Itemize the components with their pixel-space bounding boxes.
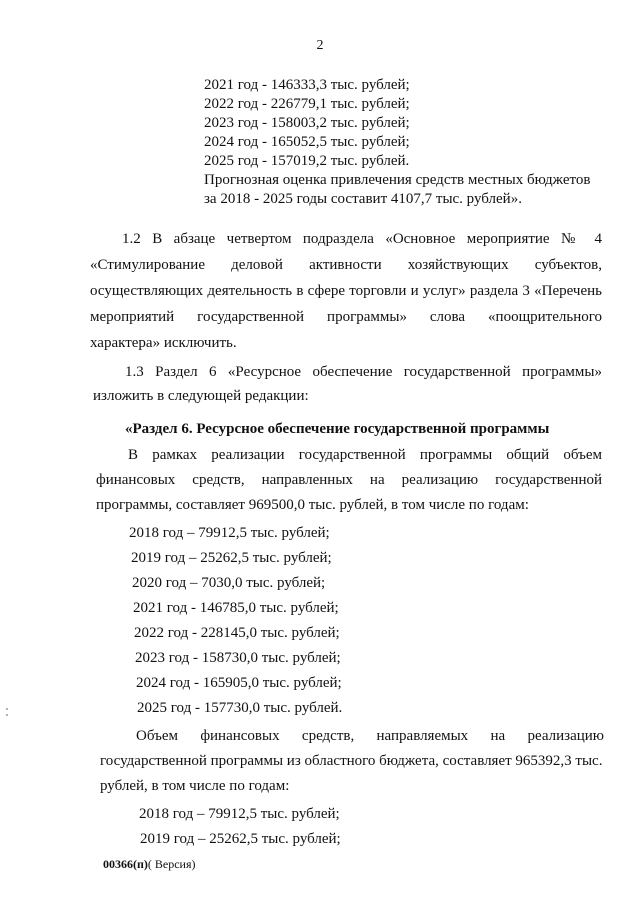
- footer-version: [103, 857, 196, 872]
- top-list-item: 2022 год - 226779,1 тыс. рублей;: [204, 96, 410, 112]
- scan-dot: [6, 708, 8, 710]
- scan-dot: [6, 714, 8, 716]
- paragraph-1-3-line: изложить в следующей редакции:: [93, 388, 309, 404]
- total-year-item: 2022 год - 228145,0 тыс. рублей;: [134, 625, 340, 641]
- top-list-item: 2023 год - 158003,2 тыс. рублей;: [204, 115, 410, 131]
- paragraph-1-2-line: характера» исключить.: [90, 335, 237, 351]
- regional-year-item: 2019 год – 25262,5 тыс. рублей;: [140, 831, 341, 847]
- page-number: 2: [316, 38, 324, 53]
- forecast-text: за 2018 - 2025 годы составит 4107,7 тыс. рублей».: [204, 191, 522, 207]
- regional-year-item: 2018 год – 79912,5 тыс. рублей;: [139, 806, 340, 822]
- regional-funding-line: рублей, в том числе по годам:: [100, 778, 290, 794]
- total-year-item: 2021 год - 146785,0 тыс. рублей;: [133, 600, 339, 616]
- paragraph-1-2-line: 1.2 В абзаце четвертом подраздела «Основное мероприятие № 4: [122, 231, 602, 247]
- paragraph-1-2-line: мероприятий государственной программы» слова «поощрительного: [90, 309, 602, 325]
- total-year-item: 2018 год – 79912,5 тыс. рублей;: [129, 525, 330, 541]
- regional-funding-line: Объем финансовых средств, направляемых на реализацию: [136, 728, 604, 744]
- paragraph-1-3-line: 1.3 Раздел 6 «Ресурсное обеспечение государственной программы»: [125, 364, 602, 380]
- total-funding-line: программы, составляет 969500,0 тыс. рублей, в том числе по годам:: [96, 497, 529, 513]
- top-list-item: 2024 год - 165052,5 тыс. рублей;: [204, 134, 410, 150]
- footer-version-label: ( Версия): [147, 857, 196, 871]
- top-list-item: 2021 год - 146333,3 тыс. рублей;: [204, 77, 410, 93]
- total-year-item: 2023 год - 158730,0 тыс. рублей;: [135, 650, 341, 666]
- forecast-text: Прогнозная оценка привлечения средств местных бюджетов: [204, 172, 591, 188]
- total-funding-line: В рамках реализации государственной программы общий объем: [128, 447, 602, 463]
- footer-code: 00366(п): [103, 857, 148, 871]
- total-year-item: 2025 год - 157730,0 тыс. рублей.: [137, 700, 343, 716]
- total-year-item: 2019 год – 25262,5 тыс. рублей;: [131, 550, 332, 566]
- section-heading: «Раздел 6. Ресурсное обеспечение государственной программы: [125, 421, 550, 437]
- top-list-item: 2025 год - 157019,2 тыс. рублей.: [204, 153, 410, 169]
- total-funding-line: финансовых средств, направленных на реализацию государственной: [96, 472, 602, 488]
- total-year-item: 2024 год - 165905,0 тыс. рублей;: [136, 675, 342, 691]
- paragraph-1-2-line: осуществляющих деятельность в сфере торговли и услуг» раздела 3 «Перечень: [90, 283, 602, 299]
- regional-funding-line: государственной программы из областного бюджета, составляет 965392,3 тыс.: [100, 753, 603, 769]
- paragraph-1-2-line: «Стимулирование деловой активности хозяйствующих субъектов,: [90, 257, 602, 273]
- total-year-item: 2020 год – 7030,0 тыс. рублей;: [132, 575, 326, 591]
